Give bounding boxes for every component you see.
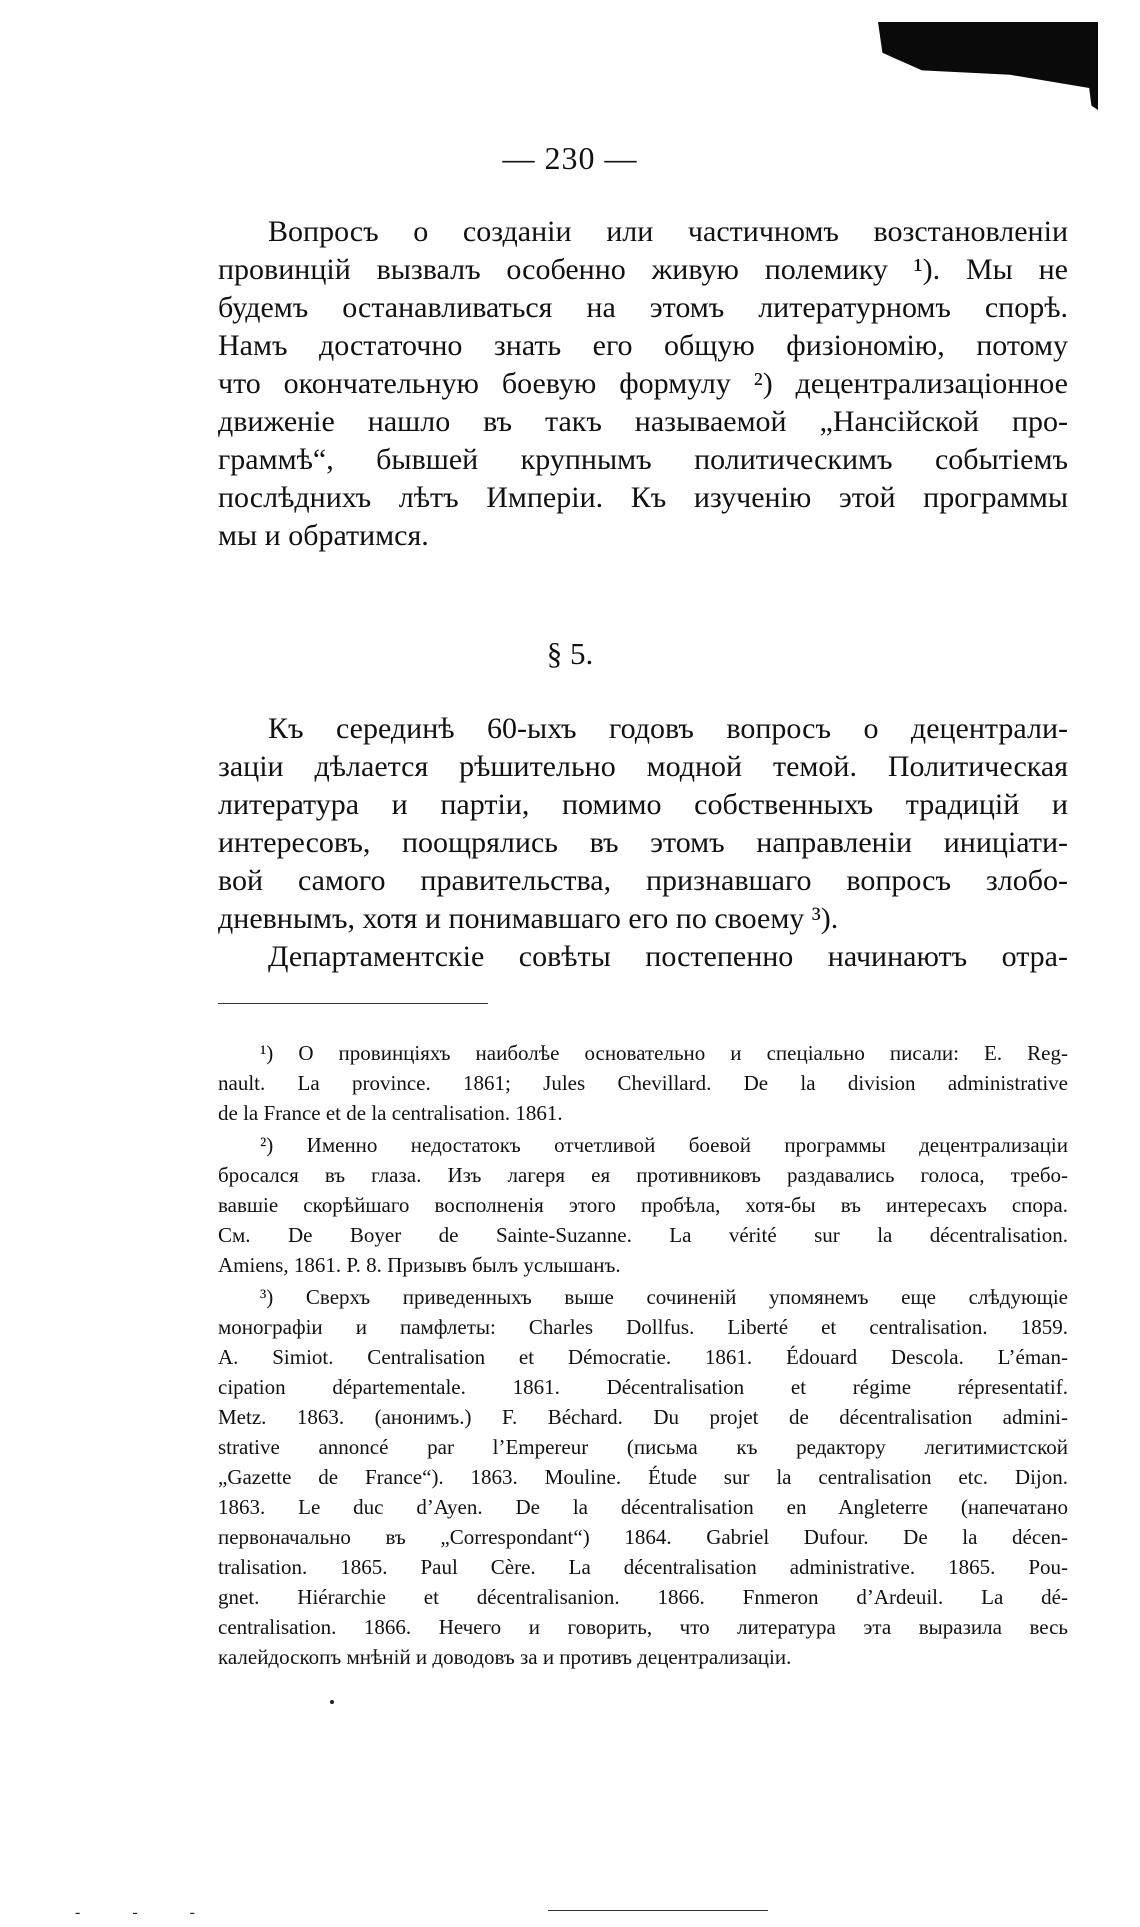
scan-artifact-dashes: - - - (75, 1904, 219, 1921)
text-line: Вопросъ о созданіи или частичномъ возстановленіи (268, 215, 1068, 248)
footnote-line: вавшіе скорѣйшаго восполненія этого пробѣла, хотя-бы въ интересахъ спора. (218, 1193, 1068, 1217)
footnote-1 (218, 1038, 1068, 1128)
text-line: движеніе нашло въ такъ называемой „Нансійской про- (218, 405, 1068, 438)
footnote-line: „Gazette de France“). 1863. Mouline. Étude sur la centralisation etc. Dijon. (218, 1465, 1068, 1489)
text-line: что окончательную боевую формулу ²) децентрализаціонное (218, 367, 1068, 400)
text-line: Къ серединѣ 60-ыхъ годовъ вопросъ о децентрали- (268, 712, 1068, 745)
page-number: — 230 — (502, 140, 638, 176)
footnote-divider (218, 1003, 488, 1004)
footnote-line: gnet. Hiérarchie et décentralisanion. 1866. Fnmeron d’Ardeuil. La dé- (218, 1585, 1068, 1609)
text-line: заціи дѣлается рѣшительно модной темой. Политическая (218, 750, 1068, 783)
text-line: интересовъ, поощрялись въ этомъ направленіи иниціати- (218, 826, 1068, 859)
body-paragraph-1 (218, 213, 1068, 555)
footnote-line: A. Simiot. Centralisation et Démocratie. 1861. Édouard Descola. L’éman- (218, 1345, 1068, 1369)
footnote-line: ²) Именно недостатокъ отчетливой боевой программы децентрализаціи (260, 1133, 1068, 1157)
scan-artifact-rule (548, 1910, 768, 1911)
footnote-line: монографіи и памфлеты: Charles Dollfus. Liberté et centralisation. 1859. (218, 1315, 1068, 1339)
footnote-line: cipation départementale. 1861. Décentralisation et régime répresentatif. (218, 1375, 1068, 1399)
ink-speck (330, 1700, 334, 1704)
footnote-line: strative annoncé par l’Empereur (письма къ редактору легитимистской (218, 1435, 1068, 1459)
footnote-3 (218, 1282, 1068, 1672)
footnote-line: ³) Сверхъ приведенныхъ выше сочиненій упомянемъ еще слѣдующіе (260, 1285, 1068, 1309)
text-line: послѣднихъ лѣтъ Имперіи. Къ изученію этой программы (218, 481, 1068, 514)
footnote-line: первоначально въ „Correspondant“) 1864. Gabriel Dufour. De la décen- (218, 1525, 1068, 1549)
text-line: мы и обратимся. (218, 519, 429, 552)
footnote-line: ¹) О провинціяхъ наиболѣе основательно и спеціально писали: E. Reg- (260, 1041, 1068, 1065)
footnote-line: калейдоскопъ мнѣній и доводовъ за и противъ децентрализаціи. (218, 1645, 792, 1669)
section-heading: § 5. (546, 636, 594, 671)
text-line: Намъ достаточно знать его общую физіономію, потому (218, 329, 1068, 362)
text-line: вой самого правительства, признавшаго вопросъ злобо- (218, 864, 1068, 897)
text-line: дневнымъ, хотя и понимавшаго его по своему ³). (218, 902, 839, 935)
footnote-line: 1863. Le duc d’Ayen. De la décentralisation en Angleterre (напечатано (218, 1495, 1068, 1519)
text-line: Департаментскіе совѣты постепенно начинаютъ отра- (268, 940, 1068, 973)
text-line: будемъ останавливаться на этомъ литературномъ спорѣ. (218, 291, 1068, 324)
footnote-line: Amiens, 1861. P. 8. Призывъ былъ услышанъ. (218, 1253, 621, 1277)
footnote-line: tralisation. 1865. Paul Cère. La décentralisation administrative. 1865. Pou- (218, 1555, 1068, 1579)
text-line: граммѣ“, бывшей крупнымъ политическимъ событіемъ (218, 443, 1068, 476)
footnote-line: de la France et de la centralisation. 1861. (218, 1101, 563, 1125)
footnote-line: бросался въ глаза. Изъ лагеря ея противниковъ раздавались голоса, требо- (218, 1163, 1068, 1187)
scan-edge-mark (878, 22, 1098, 110)
text-line: провинцій вызвалъ особенно живую полемику ¹). Мы не (218, 253, 1068, 286)
text-line: литература и партіи, помимо собственныхъ традицій и (218, 788, 1068, 821)
footnote-line: Metz. 1863. (анонимъ.) F. Béchard. Du projet de décentralisation admini- (218, 1405, 1068, 1429)
body-paragraph-2 (218, 710, 1068, 976)
footnote-line: См. De Boyer de Sainte-Suzanne. La vérité sur la décentralisation. (218, 1223, 1068, 1247)
footnote-line: nault. La province. 1861; Jules Chevillard. De la division administrative (218, 1071, 1068, 1095)
footnote-line: centralisation. 1866. Нечего и говорить, что литература эта выразила весь (218, 1615, 1068, 1639)
footnotes (218, 1038, 1068, 1674)
footnote-2 (218, 1130, 1068, 1280)
